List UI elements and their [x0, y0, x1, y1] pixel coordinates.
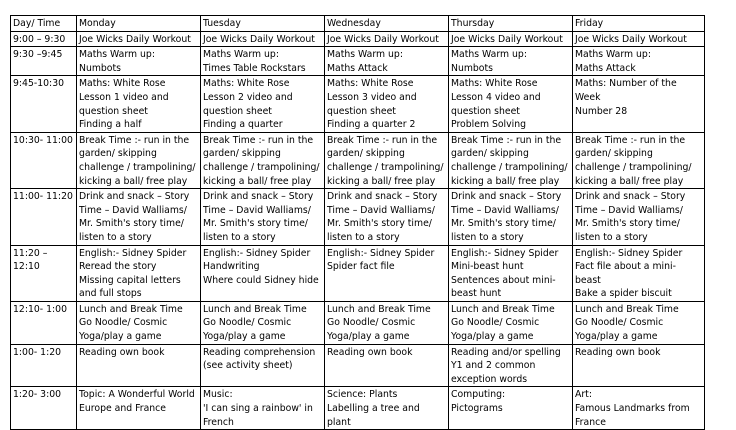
activity-cell-friday: Maths Warm up: Maths Attack — [573, 47, 705, 76]
activity-cell-friday: Maths: Number of the Week Number 28 — [573, 76, 705, 132]
table-row — [11, 31, 705, 47]
table-row — [11, 189, 705, 245]
header-row — [11, 16, 705, 32]
activity-cell-tuesday: Lunch and Break Time Go Noodle/ Cosmic Yoga/play a game — [201, 301, 325, 344]
activity-cell-monday: Lunch and Break Time Go Noodle/ Cosmic Yoga/play a game — [77, 301, 201, 344]
activity-cell-wednesday: Science: Plants Labelling a tree and plant — [325, 387, 449, 430]
activity-cell-monday: Drink and snack – Story Time – David Walliams/ Mr. Smith's story time/ listen to a story — [77, 189, 201, 245]
header-cell-tuesday: Tuesday — [201, 16, 325, 32]
activity-cell-friday: Joe Wicks Daily Workout — [573, 31, 705, 47]
activity-cell-friday: Reading own book — [573, 344, 705, 387]
header-cell-wednesday: Wednesday — [325, 16, 449, 32]
activity-cell-tuesday: Maths: White Rose Lesson 2 video and question sheet Finding a quarter — [201, 76, 325, 132]
activity-cell-thursday: Joe Wicks Daily Workout — [449, 31, 573, 47]
activity-cell-monday: English:- Sidney Spider Reread the story Missing capital letters and full stops — [77, 245, 201, 301]
activity-cell-monday: Break Time :- run in the garden/ skipping challenge / trampolining/ kicking a ball/ free play — [77, 132, 201, 188]
time-cell: 11:20 – 12:10 — [11, 245, 77, 301]
activity-cell-monday: Reading own book — [77, 344, 201, 387]
activity-cell-thursday: Lunch and Break Time Go Noodle/ Cosmic Yoga/play a game — [449, 301, 573, 344]
activity-cell-monday: Maths: White Rose Lesson 1 video and question sheet Finding a half — [77, 76, 201, 132]
activity-cell-thursday: Reading and/or spelling Y1 and 2 common exception words — [449, 344, 573, 387]
table-row — [11, 76, 705, 132]
table-row — [11, 344, 705, 387]
activity-cell-friday: Drink and snack – Story Time – David Walliams/ Mr. Smith's story time/ listen to a story — [573, 189, 705, 245]
activity-cell-tuesday: Joe Wicks Daily Workout — [201, 31, 325, 47]
activity-cell-thursday: Computing: Pictograms — [449, 387, 573, 430]
table-row — [11, 245, 705, 301]
activity-cell-wednesday: Joe Wicks Daily Workout — [325, 31, 449, 47]
time-cell: 11:00- 11:20 — [11, 189, 77, 245]
time-cell: 1:00- 1:20 — [11, 344, 77, 387]
activity-cell-tuesday: Music: 'I can sing a rainbow' in French — [201, 387, 325, 430]
table-row — [11, 387, 705, 430]
table-row — [11, 301, 705, 344]
time-cell: 9:30 –9:45 — [11, 47, 77, 76]
timetable — [10, 15, 705, 430]
time-cell: 1:20- 3:00 — [11, 387, 77, 430]
header-cell-day-time: Day/ Time — [11, 16, 77, 32]
activity-cell-tuesday: Drink and snack – Story Time – David Walliams/ Mr. Smith's story time/ listen to a story — [201, 189, 325, 245]
activity-cell-thursday: Maths: White Rose Lesson 4 video and question sheet Problem Solving — [449, 76, 573, 132]
time-cell: 10:30- 11:00 — [11, 132, 77, 188]
activity-cell-friday: English:- Sidney Spider Fact file about a mini- beast Bake a spider biscuit — [573, 245, 705, 301]
activity-cell-tuesday: Maths Warm up: Times Table Rockstars — [201, 47, 325, 76]
activity-cell-monday: Joe Wicks Daily Workout — [77, 31, 201, 47]
time-cell: 12:10- 1:00 — [11, 301, 77, 344]
activity-cell-monday: Maths Warm up: Numbots — [77, 47, 201, 76]
activity-cell-tuesday: Break Time :- run in the garden/ skipping challenge / trampolining/ kicking a ball/ free play — [201, 132, 325, 188]
activity-cell-wednesday: Maths: White Rose Lesson 3 video and question sheet Finding a quarter 2 — [325, 76, 449, 132]
activity-cell-monday: Topic: A Wonderful World Europe and France — [77, 387, 201, 430]
activity-cell-wednesday: English:- Sidney Spider Spider fact file — [325, 245, 449, 301]
header-cell-thursday: Thursday — [449, 16, 573, 32]
activity-cell-friday: Break Time :- run in the garden/ skipping challenge / trampolining/ kicking a ball/ free play — [573, 132, 705, 188]
table-row — [11, 47, 705, 76]
time-cell: 9:45-10:30 — [11, 76, 77, 132]
time-cell: 9:00 – 9:30 — [11, 31, 77, 47]
table-row — [11, 132, 705, 188]
activity-cell-thursday: Drink and snack – Story Time – David Walliams/ Mr. Smith's story time/ listen to a story — [449, 189, 573, 245]
activity-cell-friday: Art: Famous Landmarks from France — [573, 387, 705, 430]
header-cell-monday: Monday — [77, 16, 201, 32]
activity-cell-wednesday: Lunch and Break Time Go Noodle/ Cosmic Yoga/play a game — [325, 301, 449, 344]
header-cell-friday: Friday — [573, 16, 705, 32]
activity-cell-thursday: Maths Warm up: Numbots — [449, 47, 573, 76]
activity-cell-thursday: English:- Sidney Spider Mini-beast hunt Sentences about mini- beast hunt — [449, 245, 573, 301]
activity-cell-tuesday: English:- Sidney Spider Handwriting Where could Sidney hide — [201, 245, 325, 301]
activity-cell-wednesday: Maths Warm up: Maths Attack — [325, 47, 449, 76]
activity-cell-wednesday: Reading own book — [325, 344, 449, 387]
activity-cell-tuesday: Reading comprehension (see activity sheet) — [201, 344, 325, 387]
activity-cell-wednesday: Drink and snack – Story Time – David Walliams/ Mr. Smith's story time/ listen to a story — [325, 189, 449, 245]
activity-cell-friday: Lunch and Break Time Go Noodle/ Cosmic Yoga/play a game — [573, 301, 705, 344]
activity-cell-wednesday: Break Time :- run in the garden/ skipping challenge / trampolining/ kicking a ball/ free play — [325, 132, 449, 188]
activity-cell-thursday: Break Time :- run in the garden/ skipping challenge / trampolining/ kicking a ball/ free play — [449, 132, 573, 188]
